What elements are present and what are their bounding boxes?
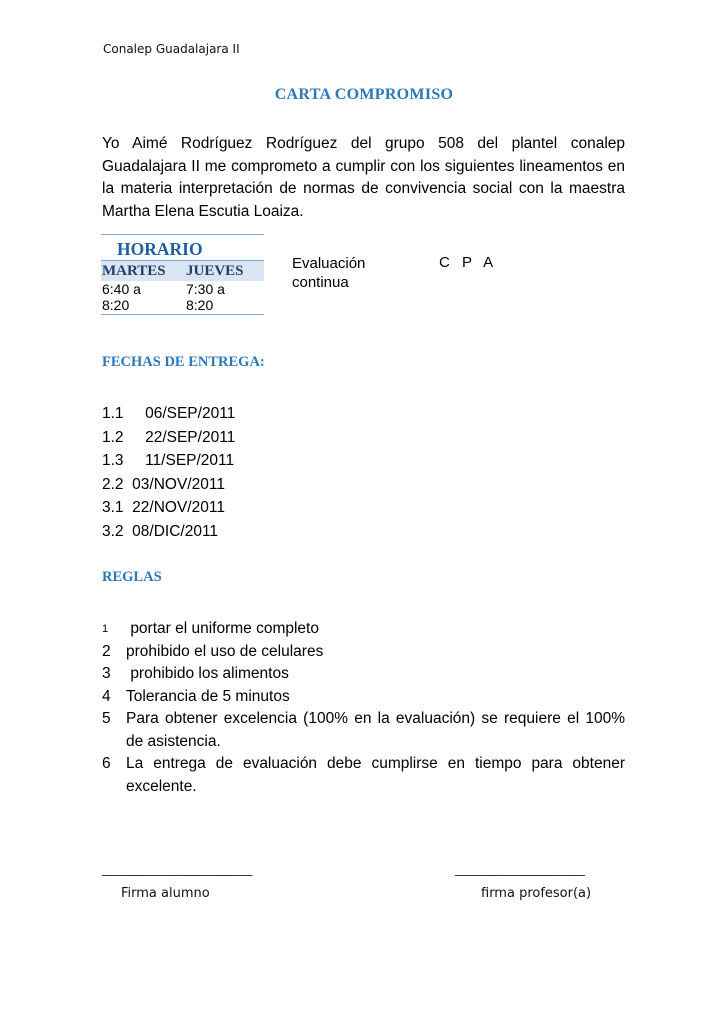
horario-row	[101, 297, 264, 313]
regla-item	[102, 753, 625, 798]
horario-col-jueves: JUEVES	[186, 263, 244, 279]
fecha-item: 2.2 03/NOV/2011	[102, 475, 225, 493]
reglas-list	[102, 618, 625, 798]
horario-cell: 8:20	[186, 297, 214, 313]
profesor-signature-line: ___________________	[455, 860, 584, 876]
regla-text: prohibido los alimentos	[126, 665, 289, 682]
regla-text: Para obtener excelencia (100% en la evaluación) se requiere el 100% de asistencia.	[126, 710, 625, 750]
fechas-heading: FECHAS DE ENTREGA:	[102, 354, 265, 370]
horario-row	[101, 281, 264, 297]
regla-text: La entrega de evaluación debe cumplirse en tiempo para obtener excelente.	[126, 755, 625, 795]
intro-paragraph: Yo Aimé Rodríguez Rodríguez del grupo 508 del plantel conalep Guadalajara II me comprometo a cumplir con los siguientes lineamentos en la materia interpretación de normas de convivencia social con la maestra Martha Elena Escutia Loaiza.	[102, 135, 625, 220]
fecha-item: 1.3 11/SEP/2011	[102, 452, 235, 469]
fecha-item: 1.2 22/SEP/2011	[102, 428, 236, 446]
alumno-signature-label: Firma alumno	[121, 886, 210, 901]
horario-header-row	[101, 260, 264, 281]
regla-item	[102, 663, 625, 686]
regla-text: prohibido el uso de celulares	[126, 642, 324, 660]
horario-cell: 6:40 a	[102, 281, 141, 297]
regla-number: 3	[102, 665, 111, 682]
profesor-signature-label: firma profesor(a)	[481, 886, 592, 901]
regla-number: 6	[102, 755, 111, 772]
horario-cell: 7:30 a	[186, 281, 225, 297]
horario-table	[101, 234, 264, 315]
regla-item	[102, 641, 625, 664]
regla-number: 1	[102, 623, 109, 635]
horario-title: HORARIO	[117, 239, 203, 259]
document-title	[0, 86, 728, 104]
horario-bottom-rule	[101, 314, 264, 315]
regla-item	[102, 708, 625, 753]
regla-item	[102, 686, 625, 709]
alumno-signature-line: ______________________	[102, 860, 252, 876]
evaluacion-line1: Evaluación	[292, 255, 366, 272]
regla-text: portar el uniforme completo	[126, 620, 319, 637]
regla-text: Tolerancia de 5 minutos	[126, 687, 290, 705]
fecha-item: 3.2 08/DIC/2011	[102, 522, 219, 540]
evaluacion-label	[292, 254, 365, 292]
regla-number: 2	[102, 642, 111, 660]
regla-number: 5	[102, 710, 111, 727]
evaluacion-line2: continua	[292, 274, 349, 291]
running-header: Conalep Guadalajara II	[103, 42, 240, 56]
document-title-text: CARTA COMPROMISO	[274, 86, 454, 103]
regla-number: 4	[102, 687, 111, 705]
horario-top-rule	[101, 234, 264, 235]
fecha-item: 1.1 06/SEP/2011	[102, 405, 236, 422]
fecha-item: 3.1 22/NOV/2011	[102, 499, 225, 516]
horario-col-martes: MARTES	[102, 263, 166, 279]
fechas-list	[102, 402, 235, 543]
cpa-label: C P A	[439, 254, 498, 271]
horario-cell: 8:20	[102, 297, 130, 313]
regla-item	[102, 618, 625, 641]
reglas-heading: REGLAS	[102, 569, 162, 585]
